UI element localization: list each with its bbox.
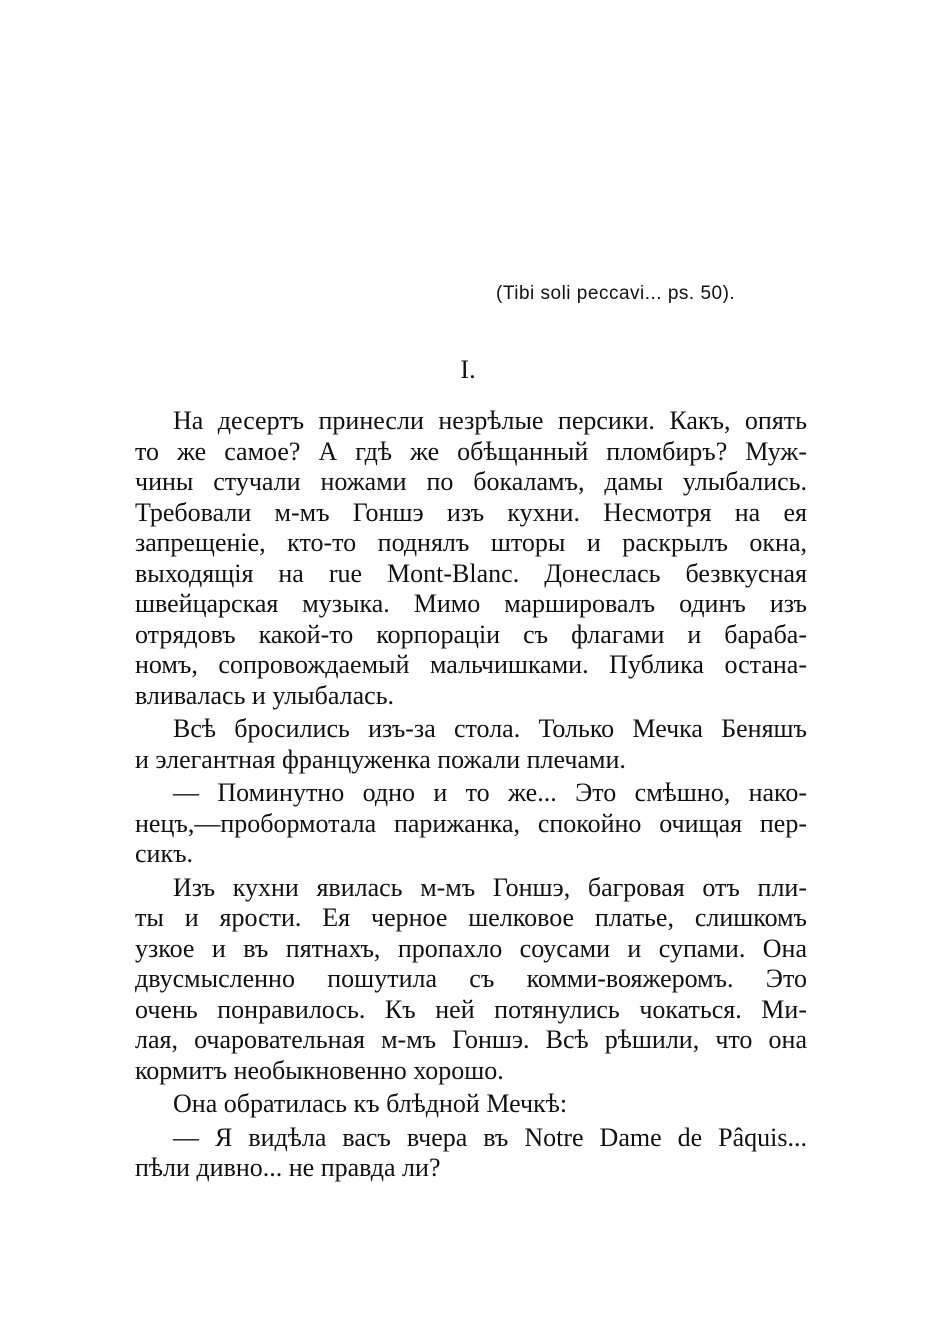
text-line: узкое и въ пятнахъ, пропахло соусами и супами. Она: [135, 933, 807, 963]
text-line: отрядовъ какой-то корпораціи съ флагами и бараба-: [135, 619, 807, 649]
paragraph: [135, 714, 807, 775]
body-text: [135, 406, 807, 1184]
text-line: швейцарская музыка. Мимо маршировалъ одинъ изъ: [135, 589, 807, 618]
text-line: сикъ.: [135, 839, 194, 868]
paragraph: [135, 1123, 807, 1184]
text-line: то же самое? А гдѣ же обѣщанный пломбиръ? Муж-: [135, 436, 807, 466]
text-line: двусмысленно пошутила съ комми-вояжеромъ. Это: [135, 964, 807, 993]
paragraph: [135, 778, 807, 870]
paragraph: [135, 406, 807, 711]
text-line: очень понравилось. Къ ней потянулись чокаться. Ми-: [135, 994, 807, 1024]
text-line: — Я видѣла васъ вчера въ Notre Dame de Pâquis...: [173, 1122, 807, 1152]
text-line: На десертъ принесли незрѣлые персики. Какъ, опять: [173, 406, 807, 435]
text-line: лая, очаровательная м-мъ Гоншэ. Всѣ рѣшили, что она: [135, 1025, 807, 1054]
text-line: выходящія на rue Mont-Blanc. Донеслась безвкусная: [135, 558, 807, 588]
text-line: вливалась и улыбалась.: [135, 680, 395, 710]
text-line: Изъ кухни явилась м-мъ Гоншэ, багровая отъ пли-: [173, 872, 807, 902]
epigraph: (Tibi soli peccavi... ps. 50).: [496, 283, 736, 304]
text-line: Требовали м-мъ Гоншэ изъ кухни. Несмотря на ея: [135, 497, 807, 527]
text-line: — Поминутно одно и то же... Это смѣшно, нако-: [173, 778, 807, 807]
text-line: Всѣ бросились изъ-за стола. Только Мечка Беняшъ: [173, 714, 807, 743]
text-line: кормитъ необыкновенно хорошо.: [135, 1055, 504, 1085]
text-line: запрещеніе, кто-то поднялъ шторы и раскрылъ окна,: [135, 528, 807, 557]
paragraph: [135, 873, 807, 1087]
text-line: нецъ,—пробормотала парижанка, спокойно очищая пер-: [135, 808, 807, 838]
text-line: ты и ярости. Ея черное шелковое платье, слишкомъ: [135, 903, 807, 932]
text-line: чины стучали ножами по бокаламъ, дамы улыбались.: [135, 467, 807, 496]
text-line: пѣли дивно... не правда ли?: [135, 1153, 441, 1182]
chapter-heading: I.: [460, 355, 476, 384]
text-line: и элегантная француженка пожали плечами.: [135, 744, 626, 774]
text-line: Она обратилась къ блѣдной Мечкѣ:: [173, 1089, 568, 1118]
text-line: номъ, сопровождаемый мальчишками. Публика остана-: [135, 650, 807, 679]
paragraph: [135, 1089, 807, 1120]
